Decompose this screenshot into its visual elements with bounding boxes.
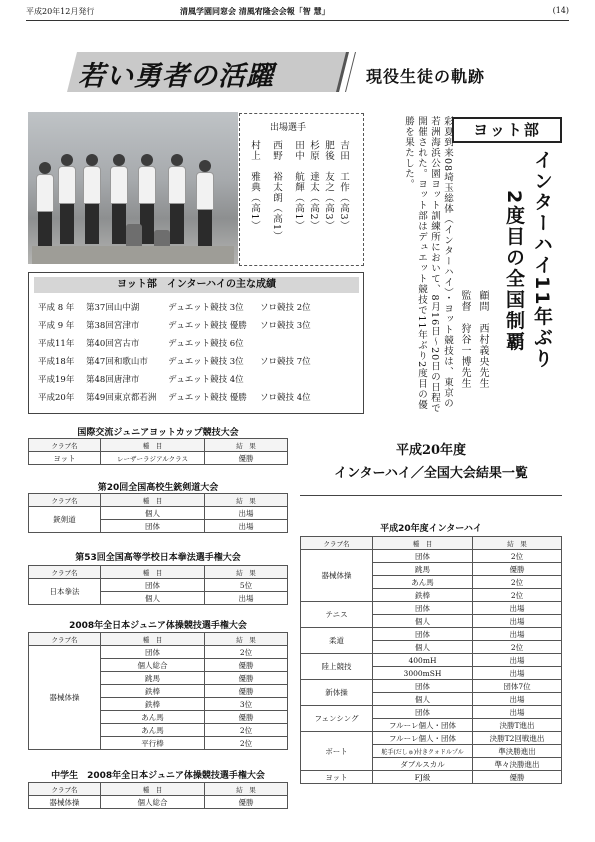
result-row xyxy=(38,300,330,316)
col-club: クラブ名 xyxy=(301,537,373,550)
cell-item: 平行棒 xyxy=(101,737,205,750)
entrants-title: 出場選手 xyxy=(270,123,307,133)
summary-title-1: 平成20年度 xyxy=(395,443,467,458)
result-r1: デュエット競技 優勝 xyxy=(168,393,247,403)
result-event: 第47回和歌山市 xyxy=(86,357,148,367)
table-row xyxy=(301,732,562,745)
cell-result: 出場 xyxy=(205,520,288,533)
col-club: クラブ名 xyxy=(29,439,101,452)
cell-result: 出場 xyxy=(205,592,288,605)
result-r2: ソロ競技 2位 xyxy=(260,303,311,313)
issue-date: 平成20年12月発行 xyxy=(26,7,95,16)
comp4-title: 2008年全日本ジュニア体操競技選手権大会 xyxy=(69,621,247,631)
cell-club: 器械体操 xyxy=(29,796,101,809)
cell-result: 優勝 xyxy=(205,672,288,685)
cell-club: ボート xyxy=(301,732,373,771)
cell-item: 個人 xyxy=(101,592,205,605)
cell-result: 2位 xyxy=(473,641,562,654)
entrant-1: 吉田 工作（高3） xyxy=(338,140,349,232)
cell-club: 器械体操 xyxy=(301,550,373,602)
cell-club: テニス xyxy=(301,602,373,628)
entrant-5: 西野 裕太朗（高1） xyxy=(271,140,282,242)
result-r2: ソロ競技 7位 xyxy=(260,357,311,367)
comp5-table xyxy=(28,782,288,809)
result-event: 第49回東京都若洲 xyxy=(86,393,157,403)
cell-item: 個人 xyxy=(373,693,473,706)
cell-result: 出場 xyxy=(473,602,562,615)
result-r2: ソロ競技 4位 xyxy=(260,393,311,403)
comp3-table xyxy=(28,565,288,605)
result-event: 第38回宮津市 xyxy=(86,321,140,331)
table-row xyxy=(29,646,288,659)
col-item: 種 目 xyxy=(101,783,205,796)
col-result: 結 果 xyxy=(205,566,288,579)
cell-club: 日本拳法 xyxy=(29,579,101,605)
cell-item: あん馬 xyxy=(101,724,205,737)
article-body: 彩夏到来08埼玉総体（インターハイ）・ヨット競技は、東京の若洲海浜公園ヨット訓練所において、8月16日～20日の日程で開催された。ヨット部はデュエット競技で11年ぶり2度目の優勝を果たした。 xyxy=(403,116,453,414)
result-r1: デュエット競技 3位 xyxy=(168,357,244,367)
cell-item: 鉄棒 xyxy=(101,698,205,711)
col-result: 結 果 xyxy=(205,783,288,796)
col-item: 種 目 xyxy=(101,494,205,507)
col-club: クラブ名 xyxy=(29,633,101,646)
cell-result: 優勝 xyxy=(205,685,288,698)
table-row xyxy=(301,680,562,693)
cell-result: 決勝T進出 xyxy=(473,719,562,732)
col-club: クラブ名 xyxy=(29,494,101,507)
result-year: 平成 8 年 xyxy=(38,303,75,313)
entrant-3: 杉原 達太（高2） xyxy=(308,140,319,232)
comp4-table xyxy=(28,632,288,750)
yacht-results-title: ヨット部 インターハイの主な成績 xyxy=(34,277,359,293)
cell-result: 2位 xyxy=(473,589,562,602)
col-result: 結 果 xyxy=(205,633,288,646)
cell-item: フルーレ個人・団体 xyxy=(373,719,473,732)
cell-result: 2位 xyxy=(205,737,288,750)
cell-item: 個人 xyxy=(101,507,205,520)
subheadline: 現役生徒の軌跡 xyxy=(366,67,486,86)
col-result: 結 果 xyxy=(473,537,562,550)
table-row xyxy=(29,796,288,809)
cell-result: 出場 xyxy=(205,507,288,520)
cell-item: あん馬 xyxy=(373,576,473,589)
cell-result: 優勝 xyxy=(205,659,288,672)
comp5-title: 中学生 2008年全日本ジュニア体操競技選手権大会 xyxy=(51,771,265,781)
cell-item: 跳馬 xyxy=(101,672,205,685)
result-r1: デュエット競技 優勝 xyxy=(168,321,247,331)
cell-result: 出場 xyxy=(473,628,562,641)
cell-club: 新体操 xyxy=(301,680,373,706)
cell-result: 出場 xyxy=(473,667,562,680)
cell-item: 個人 xyxy=(373,615,473,628)
headline: 若い勇者の活躍 xyxy=(78,61,274,92)
cell-result: 準々決勝進出 xyxy=(473,758,562,771)
cell-item: 団体 xyxy=(373,602,473,615)
table-row xyxy=(29,579,288,592)
cell-result: 2位 xyxy=(205,646,288,659)
cell-item: フルーレ個人・団体 xyxy=(373,732,473,745)
cell-club: フェンシング xyxy=(301,706,373,732)
cell-item: 団体 xyxy=(373,706,473,719)
summary-rule xyxy=(300,495,562,496)
cell-result: 準決勝進出 xyxy=(473,745,562,758)
cell-item: ダブルスカル xyxy=(373,758,473,771)
comp2-table xyxy=(28,493,288,533)
result-event: 第37回山中湖 xyxy=(86,303,140,313)
cell-result: 出場 xyxy=(473,706,562,719)
result-r2: ソロ競技 3位 xyxy=(260,321,311,331)
col-item: 種 目 xyxy=(101,439,205,452)
cell-item: FJ級 xyxy=(373,771,473,784)
cell-result: 優勝 xyxy=(205,452,288,465)
table-row xyxy=(29,452,288,465)
cell-club: ヨット xyxy=(29,452,101,465)
advisor: 顧問 西村義央先生 xyxy=(477,290,488,389)
result-r1: デュエット競技 3位 xyxy=(168,303,244,313)
result-r1: デュエット競技 6位 xyxy=(168,339,244,349)
table-row xyxy=(29,507,288,520)
result-year: 平成20年 xyxy=(38,393,75,403)
cell-result: 出場 xyxy=(473,615,562,628)
table-row xyxy=(301,771,562,784)
header-rule xyxy=(26,20,569,21)
newsletter-title: 清風学園同窓会 清風宥隆会会報「智 慧」 xyxy=(180,6,330,16)
article-headline-1: インターハイ11年ぶり xyxy=(531,150,553,370)
cell-club: 柔道 xyxy=(301,628,373,654)
cell-club: ヨット xyxy=(301,771,373,784)
summary-title-2: インターハイ／全国大会結果一覧 xyxy=(334,466,528,481)
result-row xyxy=(38,354,330,370)
col-item: 種 目 xyxy=(101,633,205,646)
cell-result: 5位 xyxy=(205,579,288,592)
cell-item: 舵手(だしゅ)付きクォドルプル xyxy=(373,745,473,758)
cell-result: 優勝 xyxy=(473,563,562,576)
team-photo xyxy=(28,112,238,264)
cell-result: 優勝 xyxy=(473,771,562,784)
cell-result: 優勝 xyxy=(205,796,288,809)
table-row xyxy=(301,550,562,563)
col-club: クラブ名 xyxy=(29,566,101,579)
cell-item: 3000mSH xyxy=(373,667,473,680)
result-row xyxy=(38,372,330,388)
table-row xyxy=(301,602,562,615)
cell-item: 団体 xyxy=(373,550,473,563)
result-year: 平成 9 年 xyxy=(38,321,75,331)
cell-item: 鉄棒 xyxy=(373,589,473,602)
comp1-title: 国際交流ジュニアヨットカップ競技大会 xyxy=(77,428,239,438)
club-tag: ヨット部 xyxy=(452,117,562,143)
cell-item: 鉄棒 xyxy=(101,685,205,698)
comp3-title: 第53回全国高等学校日本拳法選手権大会 xyxy=(75,553,241,563)
cell-item: 団体 xyxy=(101,646,205,659)
cell-result: 出場 xyxy=(473,693,562,706)
cell-item: あん馬 xyxy=(101,711,205,724)
cell-item: 団体 xyxy=(101,579,205,592)
entrant-4: 田中 航輝（高1） xyxy=(293,140,304,232)
result-row xyxy=(38,390,330,406)
result-event: 第48回唐津市 xyxy=(86,375,140,385)
result-year: 平成18年 xyxy=(38,357,75,367)
page-number: (14) xyxy=(552,6,569,15)
cell-result: 3位 xyxy=(205,698,288,711)
cell-club: 銃剣道 xyxy=(29,507,101,533)
col-item: 種 目 xyxy=(373,537,473,550)
result-year: 平成11年 xyxy=(38,339,75,349)
interhigh-table xyxy=(300,536,562,784)
cell-result: 2位 xyxy=(205,724,288,737)
cell-result: 出場 xyxy=(473,654,562,667)
cell-result: 2位 xyxy=(473,576,562,589)
table-row xyxy=(301,654,562,667)
result-event: 第40回宮古市 xyxy=(86,339,140,349)
cell-item: 団体 xyxy=(101,520,205,533)
result-row xyxy=(38,336,330,352)
interhigh-title: 平成20年度インターハイ xyxy=(380,524,482,534)
col-result: 結 果 xyxy=(205,439,288,452)
cell-item: 団体 xyxy=(373,680,473,693)
cell-result: 2位 xyxy=(473,550,562,563)
cell-result: 団体7位 xyxy=(473,680,562,693)
entrant-6: 村上 雅典（高1） xyxy=(249,140,260,232)
entrant-2: 肥後 友之（高3） xyxy=(323,140,334,232)
cell-result: 決勝T2回戦進出 xyxy=(473,732,562,745)
cell-club: 陸上競技 xyxy=(301,654,373,680)
result-r1: デュエット競技 4位 xyxy=(168,375,244,385)
comp1-table xyxy=(28,438,288,465)
coach: 監督 狩谷一博先生 xyxy=(459,290,470,389)
cell-item: 400mH xyxy=(373,654,473,667)
cell-item: 団体 xyxy=(373,628,473,641)
cell-item: レーザーラジアルクラス xyxy=(101,452,205,465)
result-row xyxy=(38,318,330,334)
result-year: 平成19年 xyxy=(38,375,75,385)
table-row xyxy=(301,628,562,641)
comp2-title: 第20回全国高校生銃剣道大会 xyxy=(97,483,219,493)
article-headline-2: 2度目の全国制覇 xyxy=(503,190,525,353)
col-result: 結 果 xyxy=(205,494,288,507)
cell-result: 優勝 xyxy=(205,711,288,724)
col-item: 種 目 xyxy=(101,566,205,579)
cell-item: 個人総合 xyxy=(101,659,205,672)
col-club: クラブ名 xyxy=(29,783,101,796)
cell-item: 個人総合 xyxy=(101,796,205,809)
cell-item: 跳馬 xyxy=(373,563,473,576)
table-row xyxy=(301,706,562,719)
cell-club: 器械体操 xyxy=(29,646,101,750)
cell-item: 個人 xyxy=(373,641,473,654)
